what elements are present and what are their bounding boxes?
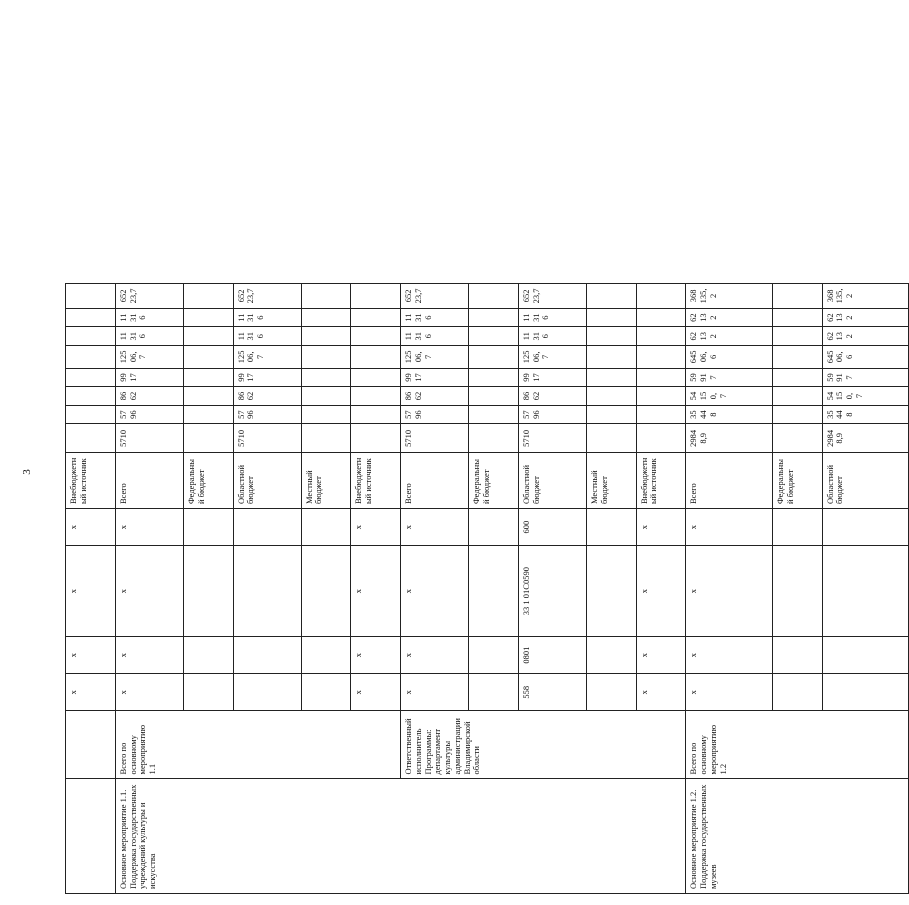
table-cell: x (115, 674, 183, 711)
table-cell: 0801 (518, 637, 586, 674)
table-cell: 59917 (822, 368, 908, 387)
table-cell: Областной бюджет (518, 453, 586, 509)
table-cell (301, 327, 351, 346)
table-cell (66, 345, 116, 368)
table-cell (301, 368, 351, 387)
table-cell (183, 546, 233, 637)
table-cell (66, 327, 116, 346)
table-cell: 5710 (233, 424, 301, 453)
table-cell (772, 509, 822, 546)
table-cell: 558 (518, 674, 586, 711)
table-cell: x (66, 509, 116, 546)
table-cell: x (686, 674, 772, 711)
table-cell: 5796 (233, 405, 301, 424)
table-cell: 11316 (115, 308, 183, 327)
table-cell: 9917 (518, 368, 586, 387)
table-cell (66, 405, 116, 424)
table-cell (772, 308, 822, 327)
table-cell (183, 509, 233, 546)
table-cell (183, 327, 233, 346)
table-cell: 5710 (518, 424, 586, 453)
table-cell: x (636, 637, 686, 674)
table-cell (586, 674, 636, 711)
rotated-table-container (65, 283, 909, 894)
page-number: 3 (20, 469, 33, 475)
table-cell (636, 327, 686, 346)
table-row (66, 284, 116, 894)
table-cell: 11316 (115, 327, 183, 346)
table-cell: x (401, 637, 469, 674)
table-cell: Основное мероприятие 1.1. Поддержка государственных учреждений культуры и искусства (115, 779, 686, 894)
table-cell: 64506,6 (686, 345, 772, 368)
table-cell (586, 284, 636, 309)
table-cell (233, 546, 301, 637)
table-cell: Федеральный бюджет (469, 453, 519, 509)
table-cell: 9917 (233, 368, 301, 387)
table-cell: 11316 (401, 327, 469, 346)
table-cell: 5796 (401, 405, 469, 424)
table-cell: x (636, 509, 686, 546)
table-cell (351, 405, 401, 424)
table-cell (66, 424, 116, 453)
table-cell: 5710 (401, 424, 469, 453)
table-cell (469, 387, 519, 406)
table-cell: x (351, 509, 401, 546)
table-cell (822, 637, 908, 674)
table-cell (183, 405, 233, 424)
table-cell (469, 327, 519, 346)
table-cell (183, 284, 233, 309)
table-cell: x (686, 546, 772, 637)
table-cell (301, 424, 351, 453)
table-cell (772, 637, 822, 674)
table-cell (636, 424, 686, 453)
table-cell (183, 387, 233, 406)
table-cell (586, 509, 636, 546)
table-cell (772, 368, 822, 387)
table-cell (636, 405, 686, 424)
table-cell (822, 546, 908, 637)
table-cell: 8662 (115, 387, 183, 406)
table-cell: 12506,7 (233, 345, 301, 368)
table-cell (66, 368, 116, 387)
table-cell (772, 424, 822, 453)
table-cell: 65223,7 (115, 284, 183, 309)
table-cell: Ответственный исполнитель Программы: департамент культуры администрации Владимирской области (401, 711, 686, 779)
table-cell (183, 424, 233, 453)
table-cell: Всего по основному мероприятию 1.2 (686, 711, 909, 779)
table-cell (66, 779, 116, 894)
table-cell (772, 345, 822, 368)
table-cell: 33 1 01С0590 (518, 546, 586, 637)
table-cell (66, 308, 116, 327)
table-cell (772, 387, 822, 406)
table-cell: 62132 (822, 308, 908, 327)
table-cell (183, 368, 233, 387)
table-cell: 11316 (233, 327, 301, 346)
table-cell (772, 284, 822, 309)
table-cell: Внебюджетный источник (636, 453, 686, 509)
table-cell (586, 368, 636, 387)
table-cell (822, 674, 908, 711)
table-cell: x (636, 546, 686, 637)
table-cell (351, 387, 401, 406)
table-cell: Областной бюджет (822, 453, 908, 509)
table-cell (301, 345, 351, 368)
table-cell: 35448 (686, 405, 772, 424)
table-cell (183, 308, 233, 327)
table-cell (351, 345, 401, 368)
table-cell: 8662 (401, 387, 469, 406)
table-cell (183, 637, 233, 674)
table-cell (233, 509, 301, 546)
table-cell (66, 387, 116, 406)
table-cell (586, 405, 636, 424)
table-cell (586, 637, 636, 674)
table-cell: x (686, 509, 772, 546)
table-cell: x (401, 546, 469, 637)
table-cell (301, 387, 351, 406)
table-cell: 9917 (115, 368, 183, 387)
table-cell: 35448 (822, 405, 908, 424)
table-cell: x (686, 637, 772, 674)
table-cell (636, 387, 686, 406)
table-cell (301, 284, 351, 309)
table-cell: 368135,2 (822, 284, 908, 309)
table-cell (351, 368, 401, 387)
table-cell (301, 308, 351, 327)
table-cell: 11316 (233, 308, 301, 327)
table-cell: 29848,9 (686, 424, 772, 453)
table-cell (822, 509, 908, 546)
table-cell (469, 674, 519, 711)
table-cell (586, 308, 636, 327)
table-cell: 11316 (401, 308, 469, 327)
table-cell (586, 546, 636, 637)
table-cell: 600 (518, 509, 586, 546)
table-cell: Федеральный бюджет (772, 453, 822, 509)
table-cell (351, 424, 401, 453)
table-cell (469, 637, 519, 674)
table-cell: x (115, 546, 183, 637)
table-cell: 65223,7 (518, 284, 586, 309)
table-cell (469, 368, 519, 387)
table-cell: x (66, 637, 116, 674)
table-cell: 59917 (686, 368, 772, 387)
table-cell: 368135,2 (686, 284, 772, 309)
table-cell: 5796 (115, 405, 183, 424)
table-cell: 8662 (518, 387, 586, 406)
table-cell (233, 674, 301, 711)
table-cell (66, 711, 116, 779)
table-cell (351, 327, 401, 346)
table-cell (636, 284, 686, 309)
table-cell: Областной бюджет (233, 453, 301, 509)
table-cell (772, 327, 822, 346)
table-cell (772, 405, 822, 424)
table-cell: 54150,7 (822, 387, 908, 406)
table-cell: 9917 (401, 368, 469, 387)
table-cell: x (636, 674, 686, 711)
table-cell: 64506,6 (822, 345, 908, 368)
table-cell (351, 308, 401, 327)
table-cell: 65223,7 (233, 284, 301, 309)
table-cell: 54150,7 (686, 387, 772, 406)
table-cell: 62132 (686, 327, 772, 346)
table-cell: x (401, 509, 469, 546)
table-cell: Федеральный бюджет (183, 453, 233, 509)
table-cell (636, 368, 686, 387)
table-cell (772, 546, 822, 637)
table-cell: 11316 (518, 327, 586, 346)
table-cell (66, 284, 116, 309)
table-cell: 5710 (115, 424, 183, 453)
table-cell: 62132 (822, 327, 908, 346)
table-cell (301, 637, 351, 674)
table-cell (586, 424, 636, 453)
table-cell (469, 424, 519, 453)
table-cell: Внебюджетный источник (66, 453, 116, 509)
table-cell: Местный бюджет (586, 453, 636, 509)
table-cell (586, 327, 636, 346)
table-cell: 8662 (233, 387, 301, 406)
table-cell (772, 674, 822, 711)
table-cell: x (66, 546, 116, 637)
table-cell (469, 345, 519, 368)
table-cell: x (115, 637, 183, 674)
table-cell (351, 284, 401, 309)
table-cell (301, 405, 351, 424)
table-cell (636, 345, 686, 368)
table-cell: Всего по основному мероприятию 1.1 (115, 711, 400, 779)
table-cell (183, 345, 233, 368)
table-cell: 12506,7 (115, 345, 183, 368)
table-cell: x (351, 546, 401, 637)
table-cell: Всего (686, 453, 772, 509)
table-cell: x (351, 637, 401, 674)
table-row (115, 284, 183, 894)
table-row (686, 284, 772, 894)
table-cell: x (66, 674, 116, 711)
table-cell (636, 308, 686, 327)
budget-table (65, 283, 909, 894)
table-cell: 29848,9 (822, 424, 908, 453)
table-cell: 11316 (518, 308, 586, 327)
table-cell: 12506,7 (518, 345, 586, 368)
table-cell (469, 546, 519, 637)
table-cell: 5796 (518, 405, 586, 424)
table-body (66, 284, 909, 894)
table-cell: Внебюджетный источник (351, 453, 401, 509)
table-cell: Местный бюджет (301, 453, 351, 509)
table-cell (586, 345, 636, 368)
table-cell: 62132 (686, 308, 772, 327)
table-cell: Всего (401, 453, 469, 509)
table-cell: x (115, 509, 183, 546)
table-cell: x (351, 674, 401, 711)
table-cell (301, 674, 351, 711)
table-cell: Всего (115, 453, 183, 509)
table-cell (469, 405, 519, 424)
table-cell (586, 387, 636, 406)
table-cell (301, 546, 351, 637)
table-cell: x (401, 674, 469, 711)
table-cell (469, 308, 519, 327)
table-cell (301, 509, 351, 546)
table-cell: 12506,7 (401, 345, 469, 368)
table-cell (469, 509, 519, 546)
table-cell (469, 284, 519, 309)
table-cell (233, 637, 301, 674)
table-cell: 65223,7 (401, 284, 469, 309)
table-cell: Основное мероприятие 1.2. Поддержка государственных музеев (686, 779, 909, 894)
table-cell (183, 674, 233, 711)
